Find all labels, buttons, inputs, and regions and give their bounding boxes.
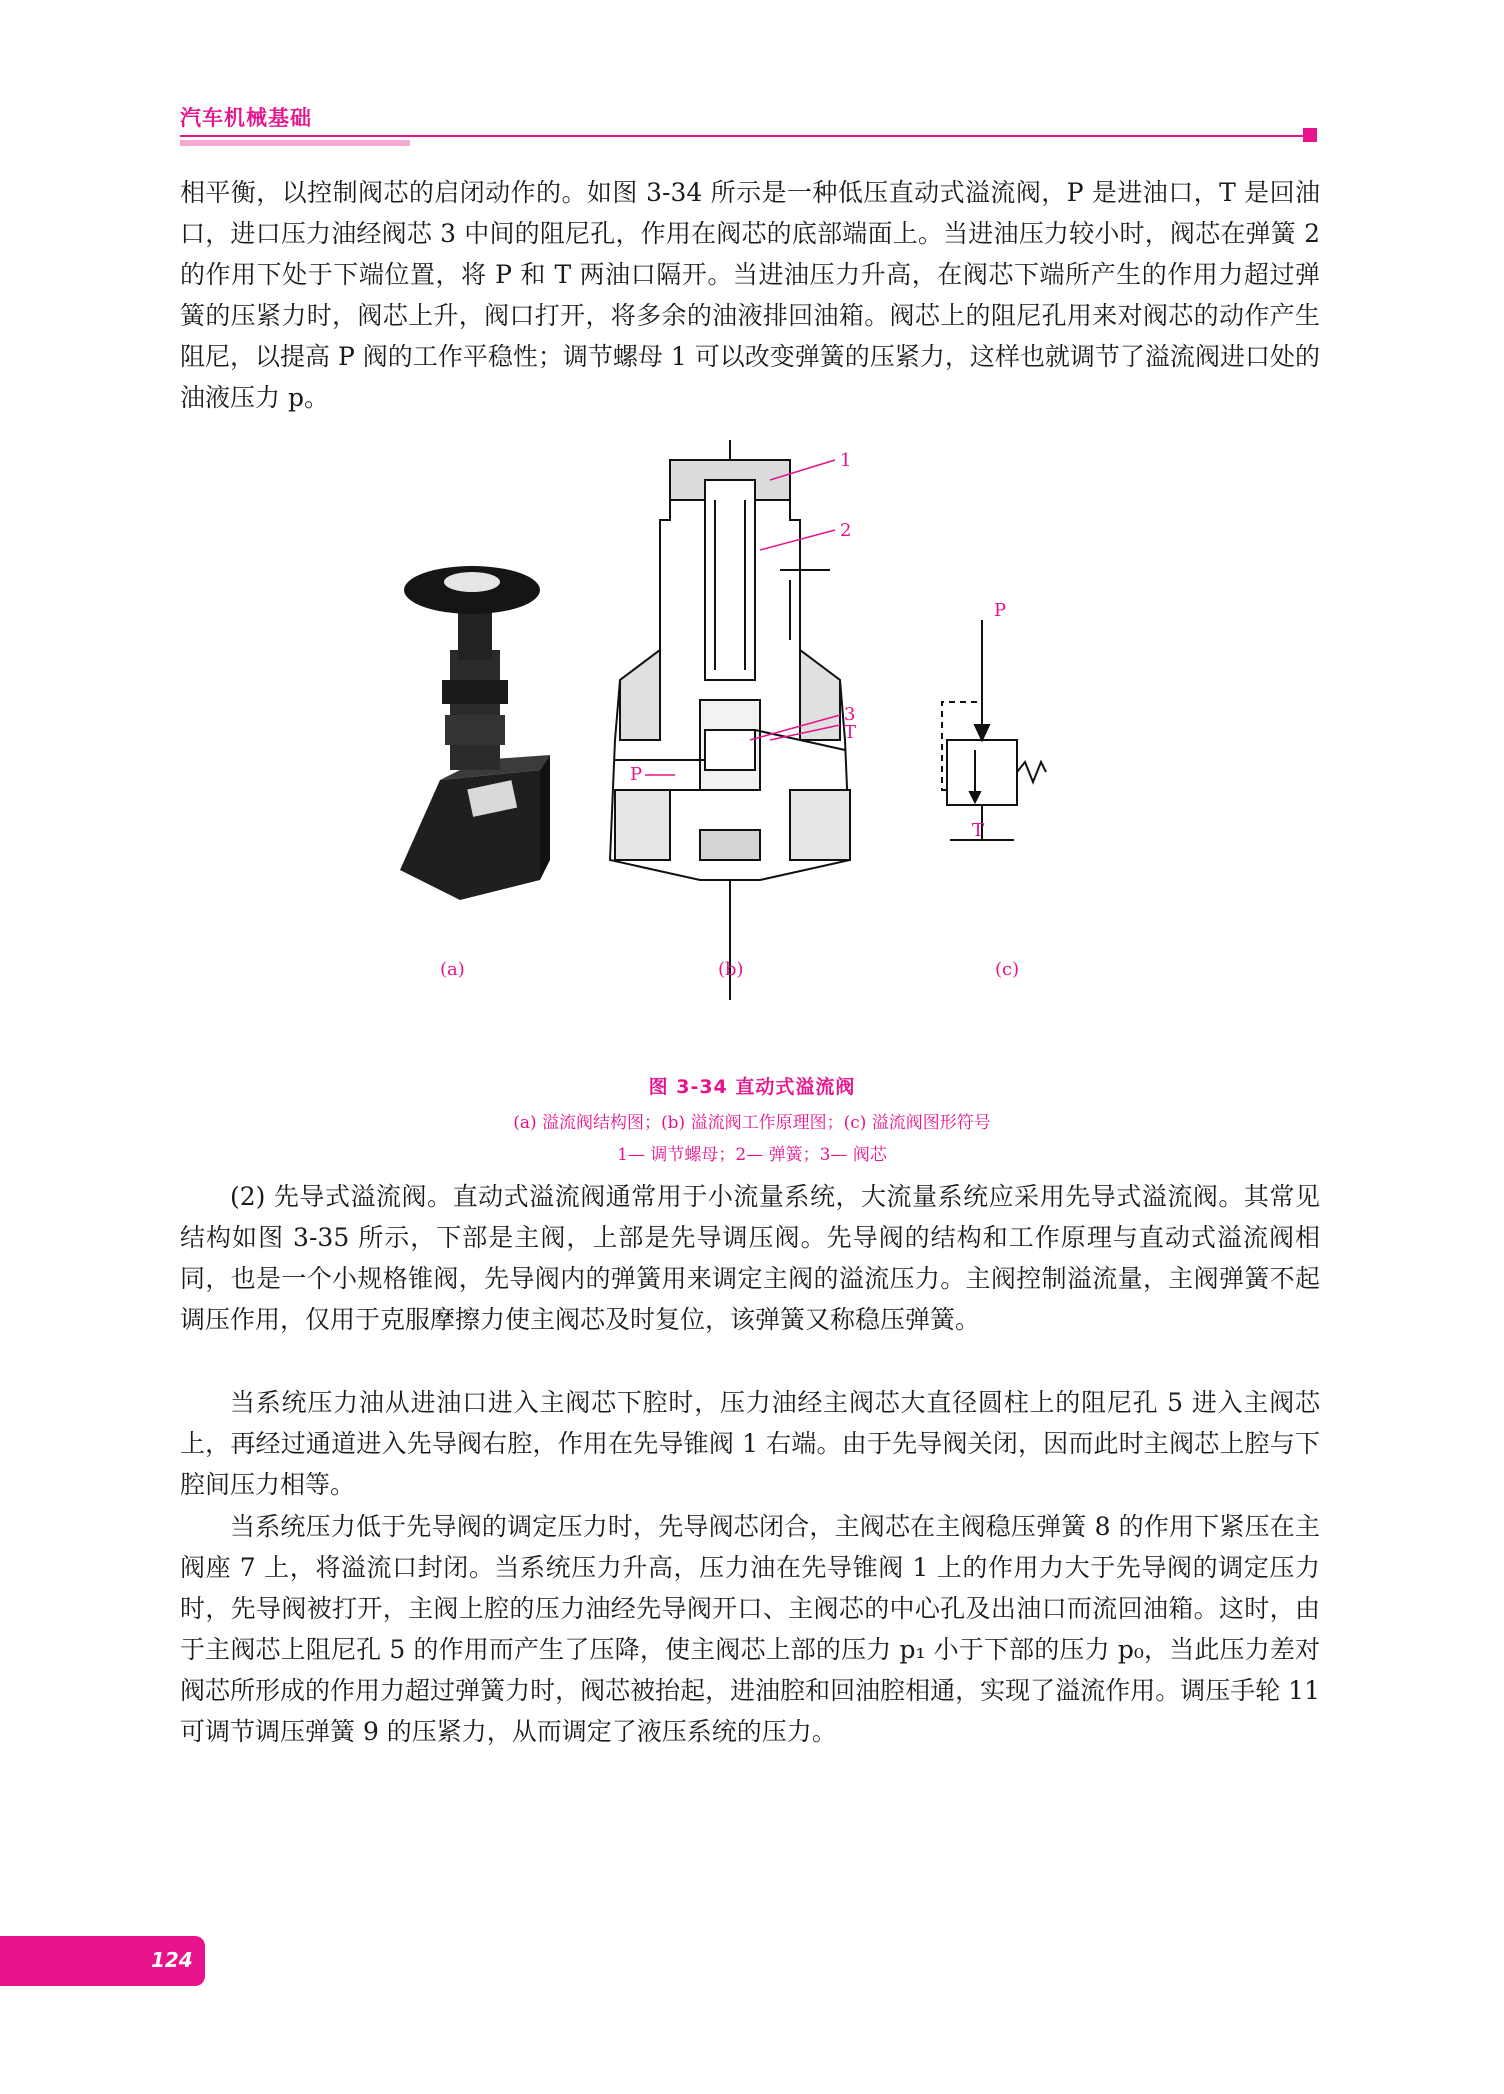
- subfigure-label-c: (c): [995, 959, 1020, 980]
- paragraph-1: 相平衡，以控制阀芯的启闭动作的。如图 3-34 所示是一种低压直动式溢流阀，P 是进油口，T 是回油口，进口压力油经阀芯 3 中间的阻尼孔，作用在阀芯的底部端面上。当进油压力较小时，阀芯在弹簧 2 的作用下处于下端位置，将 P 和 T 两油口隔开。当进油压力升高，在阀芯下端所产生的作用力超过弹簧的压紧力时，阀芯上升，阀口打开，将多余的油液排回油箱。阀芯上的阻尼孔用来对阀芯的动作产生阻尼，以提高 P 阀的工作平稳性；调节螺母 1 可以改变弹簧的压紧力，这样也就调节了溢流阀进口处的油液压力 p。: [180, 178, 1320, 412]
- subfigure-label-a: (a): [440, 959, 465, 980]
- page-number: 124: [151, 1948, 193, 1972]
- symbol-label-p: P: [994, 600, 1007, 621]
- paragraph-4: 当系统压力低于先导阀的调定压力时，先导阀芯闭合，主阀芯在主阀稳压弹簧 8 的作用下紧压在主阀座 7 上，将溢流口封闭。当系统压力升高，压力油在先导锥阀 1 上的作用力大于先导阀的调定压力时，先导阀被打开，主阀上腔的压力油经先导阀开口、主阀芯的中心孔及出油口而流回油箱。这时，由于主阀芯上阻尼孔 5 的作用而产生了压降，使主阀芯上部的压力 p₁ 小于下部的压力 p₀，当此压力差对阀芯所形成的作用力超过弹簧力时，阀芯被抬起，进油腔和回油腔相通，实现了溢流作用。调压手轮 11 可调节调压弹簧 9 的压紧力，从而调定了液压系统的压力。: [180, 1512, 1320, 1746]
- header-square-marker: [1303, 128, 1317, 142]
- header-accent-bar: [180, 140, 410, 146]
- callout-t: T: [844, 722, 857, 743]
- paragraph-2: (2) 先导式溢流阀。直动式溢流阀通常用于小流量系统，大流量系统应采用先导式溢流阀。其常见结构如图 3-35 所示，下部是主阀，上部是先导调压阀。先导阀的结构和工作原理与直动式溢流阀相同，也是一个小规格锥阀，先导阀内的弹簧用来调定主阀的溢流压力。主阀控制溢流量，主阀弹簧不起调压作用，仅用于克服摩擦力使主阀芯及时复位，该弹簧又称稳压弹簧。: [180, 1182, 1320, 1334]
- header-rule: [180, 135, 1310, 137]
- callout-3: 3: [844, 704, 856, 725]
- subfigure-label-b: (b): [718, 959, 744, 980]
- relief-valve-symbol: [942, 620, 1046, 840]
- figure-caption-legend: 1— 调节螺母；2— 弹簧；3— 阀芯: [617, 1145, 887, 1165]
- valve-cross-section: [610, 440, 850, 1000]
- figure-caption-subtitle: (a) 溢流阀结构图；(b) 溢流阀工作原理图；(c) 溢流阀图形符号: [513, 1113, 991, 1133]
- callout-1: 1: [840, 450, 852, 471]
- book-title: 汽车机械基础: [180, 106, 312, 130]
- figure-3-34: [330, 440, 1170, 1000]
- paragraph-3: 当系统压力油从进油口进入主阀芯下腔时，压力油经主阀芯大直径圆柱上的阻尼孔 5 进入主阀芯上，再经过通道进入先导阀右腔，作用在先导锥阀 1 右端。由于先导阀关闭，因而此时主阀芯上腔与下腔间压力相等。: [180, 1388, 1320, 1499]
- callout-p: P: [630, 764, 643, 785]
- symbol-label-t: T: [972, 820, 985, 841]
- callout-2: 2: [840, 520, 852, 541]
- figure-caption-title: 图 3-34 直动式溢流阀: [648, 1076, 856, 1098]
- valve-photo: [400, 566, 550, 900]
